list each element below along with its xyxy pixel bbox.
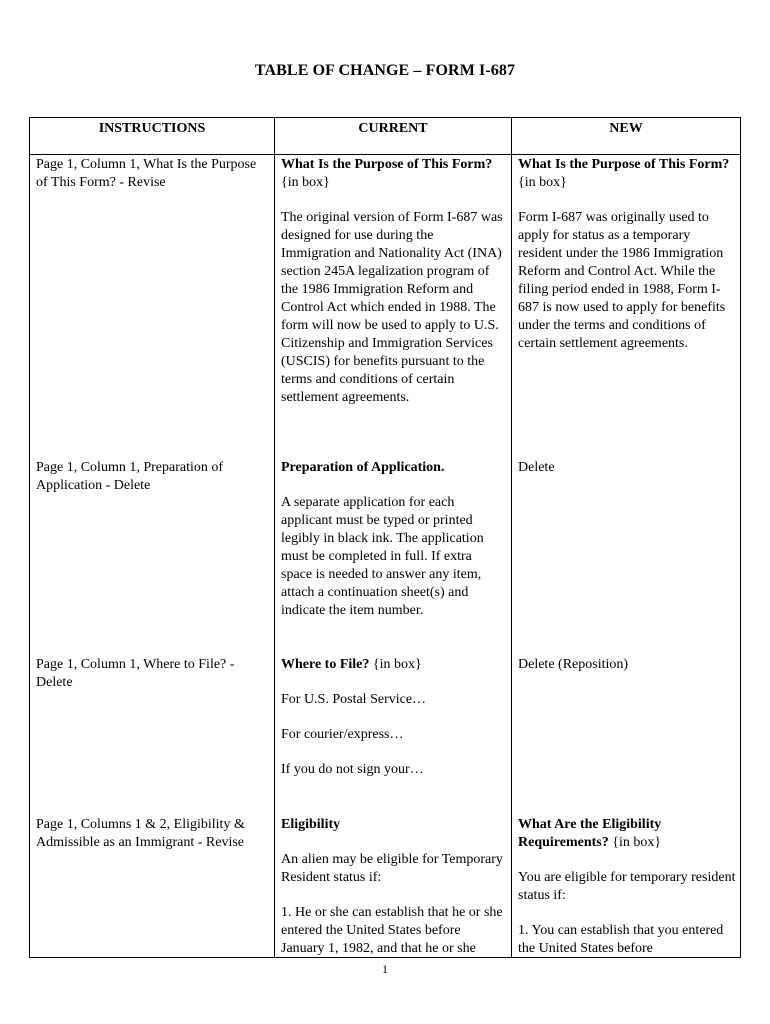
current-paragraph: For U.S. Postal Service… [281,692,427,707]
table-row-new [518,156,738,370]
current-heading: Where to File? [281,657,370,672]
table-row-instruction: Page 1, Column 1, Preparation of Application - Delete [36,460,224,493]
header-instructions: INSTRUCTIONS [98,121,206,136]
current-heading: Eligibility [281,817,341,832]
current-paragraph: The original version of Form I-687 was designed for use during the Immigration and Nationality Act (INA) section 245A legalization program of the 1986 Immigration Reform and Control Act which ended in 1988. The form will now be used to apply to U.S. Citizenship and Immigration Services (USCIS) for benefits pursuant to the terms and conditions of certain settlement agreements. [281,210,503,405]
new-paragraph: 1. You can establish that you entered the United States before [518,923,724,956]
current-paragraph: If you do not sign your… [281,762,424,777]
page-number: 1 [382,962,388,976]
new-heading: What Are the Eligibility Requirements? [518,817,662,850]
current-heading: Preparation of Application. [281,460,445,475]
header-current: CURRENT [358,121,428,136]
new-paragraph: Form I-687 was originally used to apply for status as a temporary resident under the 1986 Immigration Reform and Control Act. While the filing period ended in 1988, Form I-687 is now used to apply for benefits under the terms and conditions of certain settlement agreements. [518,210,726,351]
column-divider [274,118,275,957]
table-row-instruction: Page 1, Columns 1 & 2, Eligibility & Admissible as an Immigrant - Revise [36,817,245,850]
header-new: NEW [609,121,643,136]
document-title: TABLE OF CHANGE – FORM I-687 [254,62,516,79]
table-row-current [281,459,505,637]
current-heading-suffix: {in box} [281,175,330,190]
table-row-instruction: Page 1, Column 1, Where to File? - Delete [36,657,235,690]
current-heading-suffix: {in box} [369,657,422,672]
current-paragraph: An alien may be eligible for Temporary Resident status if: [281,852,503,885]
new-heading-suffix: {in box} [608,835,662,850]
table-row-current [281,156,505,424]
table-row-new: Delete [518,460,555,475]
new-heading-suffix: {in box} [518,175,567,190]
table-row-new [518,816,738,958]
new-paragraph: You are eligible for temporary resident status if: [518,870,736,903]
table-row-current [281,816,505,958]
current-paragraph: 1. He or she can establish that he or she entered the United States before January 1, 1982, and that he or she [281,905,503,956]
table-row-current [281,656,505,796]
new-heading: What Is the Purpose of This Form? [518,157,730,172]
column-divider [511,118,512,957]
table-row-instruction: Page 1, Column 1, What Is the Purpose of This Form? - Revise [36,157,257,190]
current-paragraph: For courier/express… [281,727,404,742]
change-table [29,117,741,958]
current-paragraph: A separate application for each applicant must be typed or printed legibly in black ink. The application must be completed in full. If extra space is needed to answer any item, attach a continuation sheet(s) and indicate the item number. [281,495,484,618]
table-row-new: Delete (Reposition) [518,657,629,672]
current-heading: What Is the Purpose of This Form? [281,157,493,172]
